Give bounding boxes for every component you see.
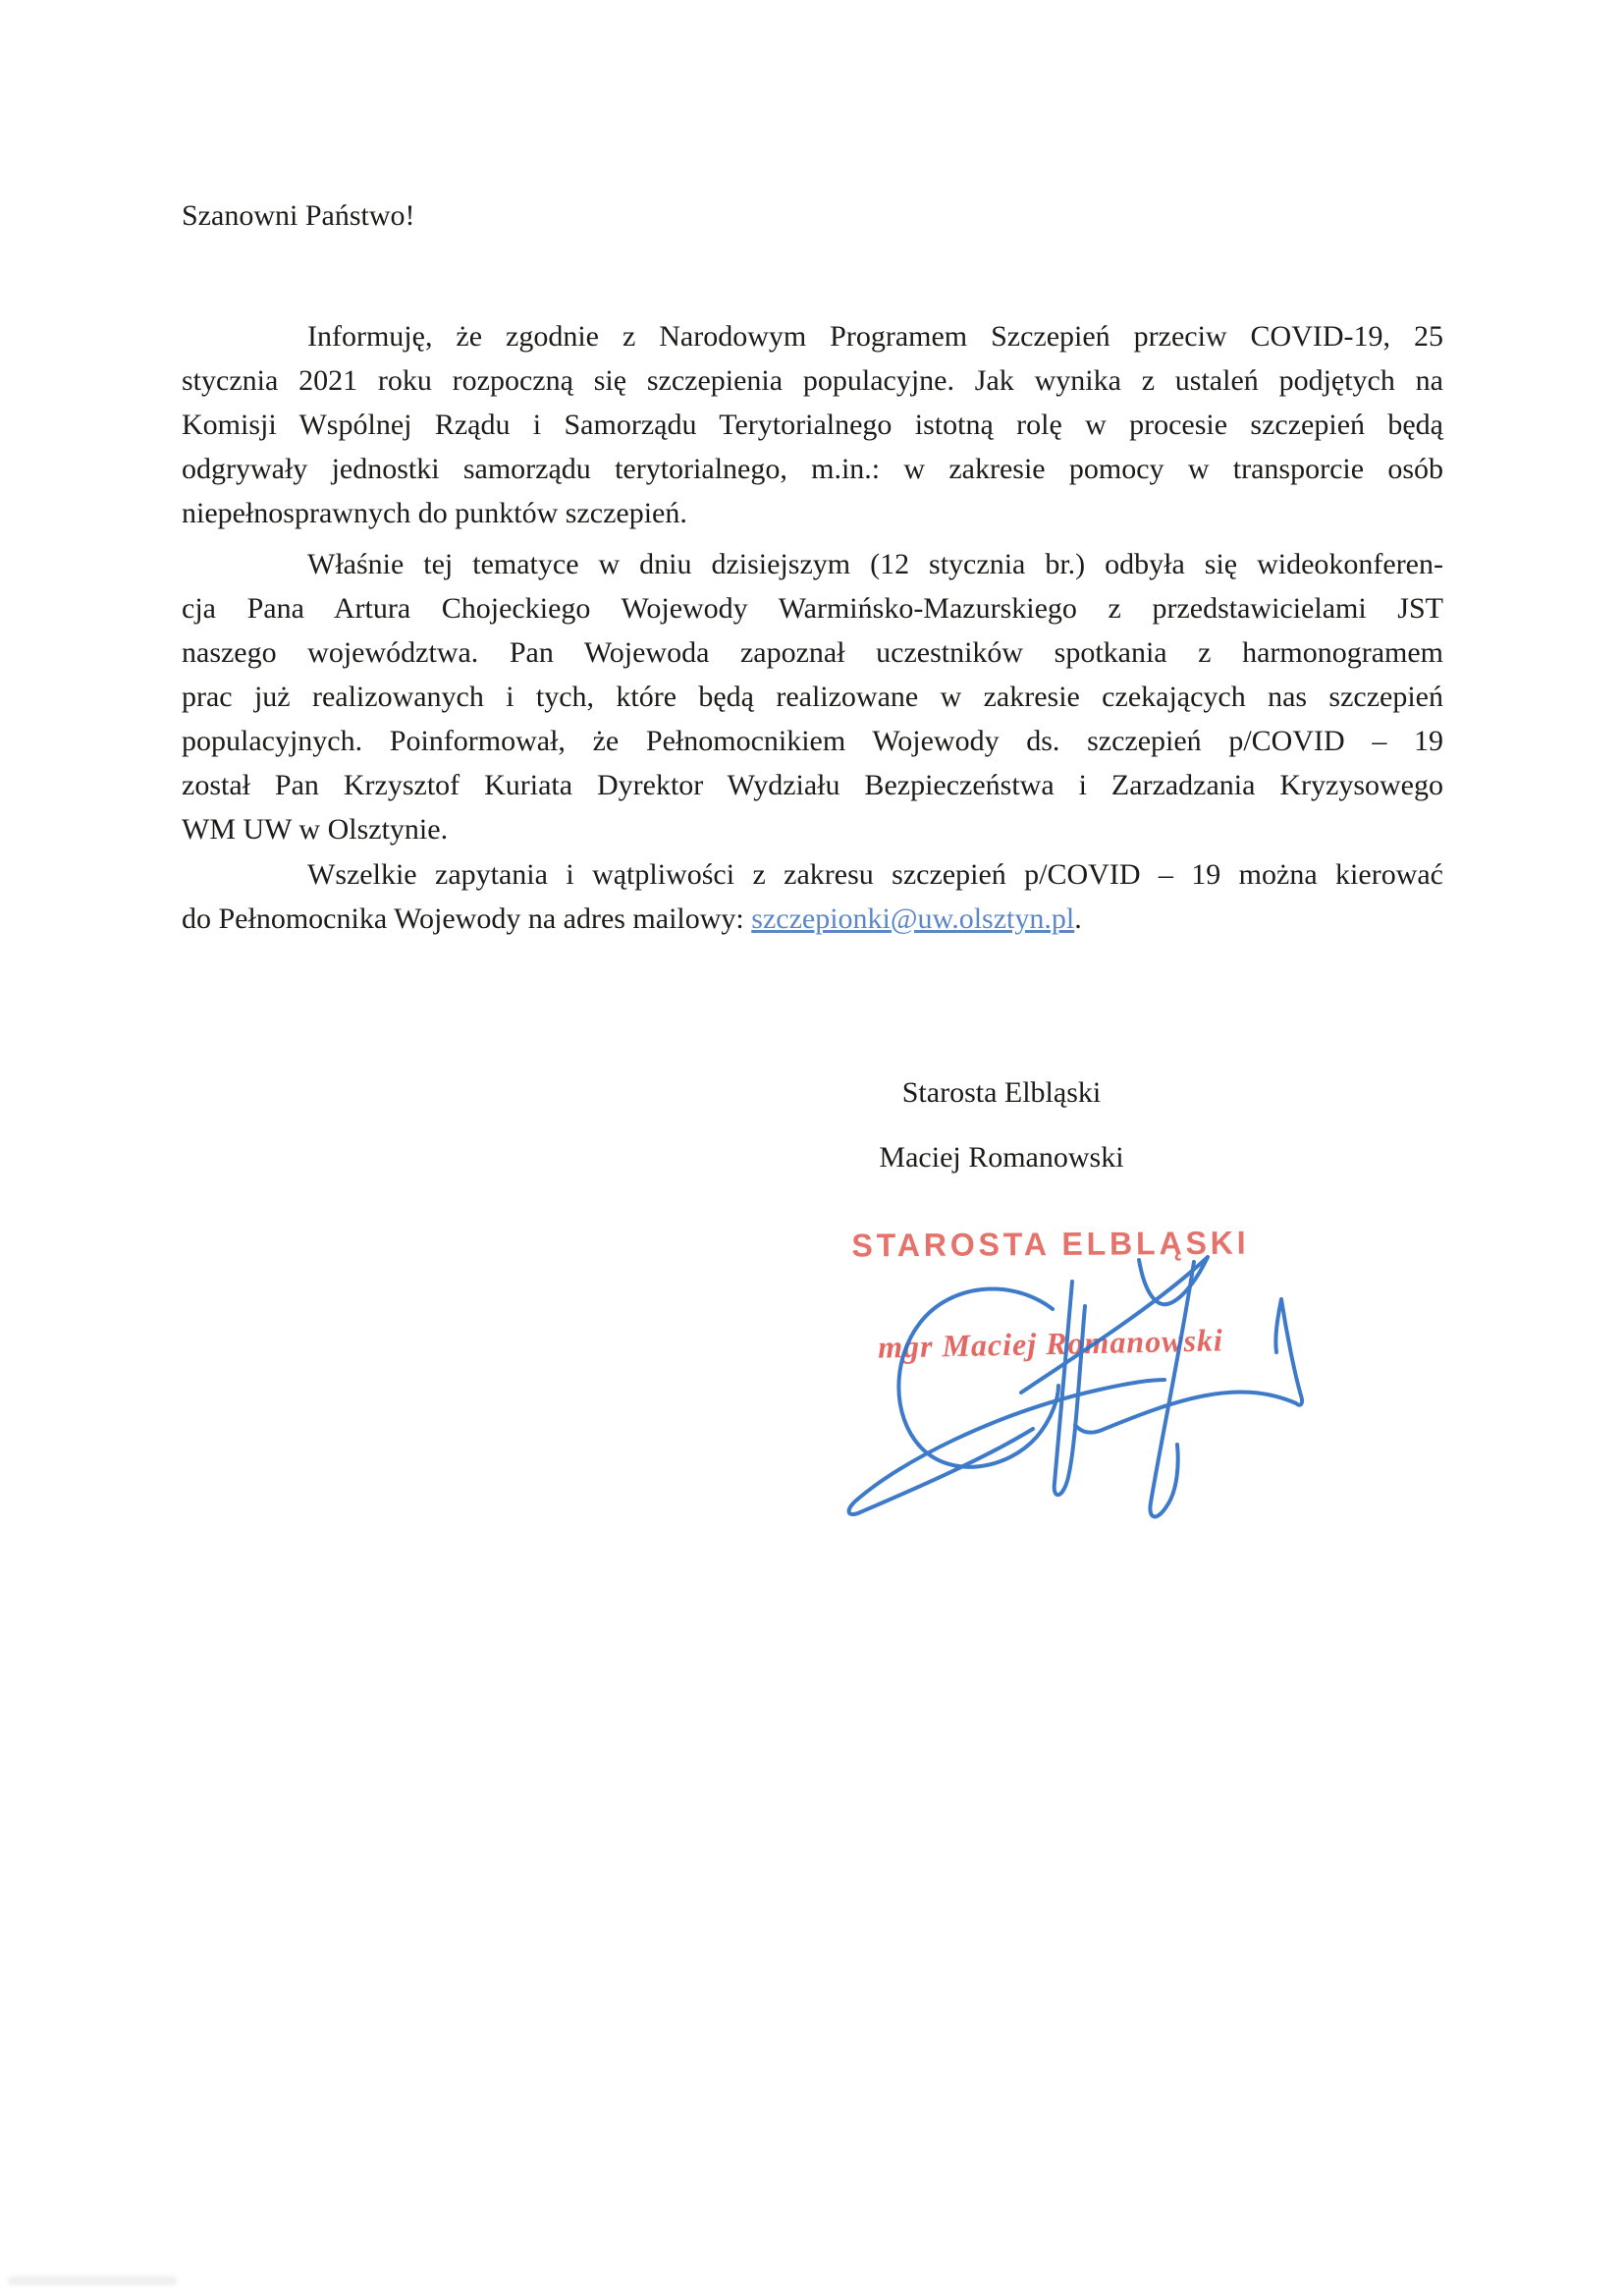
email-line-prefix: do Pełnomocnika Wojewody na adres mailowy:: [182, 902, 752, 935]
text-line: odgrywały jednostki samorządu terytorialnego, m.in.: w zakresie pomocy w transporcie osób: [182, 453, 1443, 485]
email-line-suffix: .: [1074, 902, 1082, 935]
text-line: naszego województwa. Pan Wojewoda zapoznał uczestników spotkania z harmonogramem: [182, 636, 1443, 669]
text-line: niepełnosprawnych do punktów szczepień.: [182, 497, 687, 529]
text-line: Komisji Wspólnej Rządu i Samorządu Terytorialnego istotną rolę w procesie szczepień będą: [182, 409, 1443, 441]
text-line: Wszelkie zapytania i wątpliwości z zakresu szczepień p/COVID – 19 można kierować: [307, 858, 1443, 891]
email-link[interactable]: szczepionki@uw.olsztyn.pl: [751, 902, 1075, 935]
signatory-name: Maciej Romanowski: [879, 1141, 1124, 1174]
text-line: Właśnie tej tematyce w dniu dzisiejszym (12 stycznia br.) odbyła się wideokonferen-: [307, 548, 1443, 580]
stamp-title-text: STAROSTA ELBLĄSKI: [851, 1224, 1250, 1264]
text-line: cja Pana Artura Chojeckiego Wojewody Warmińsko-Mazurskiego z przedstawicielami JST: [182, 592, 1443, 625]
text-line: [182, 897, 1443, 941]
text-line: Informuję, że zgodnie z Narodowym Programem Szczepień przeciw COVID-19, 25: [307, 320, 1443, 353]
signature-ucurve-stroke: [1021, 1257, 1208, 1393]
letter-greeting: Szanowni Państwo!: [182, 199, 415, 232]
stamp-name-text: mgr Maciej Romanowski: [877, 1322, 1224, 1365]
signatory-title: Starosta Elbląski: [901, 1076, 1102, 1109]
signature-oval-stroke: [898, 1288, 1058, 1466]
text-line: został Pan Krzysztof Kuriata Dyrektor Wydziału Bezpieczeństwa i Zarzadzania Kryzysowego: [182, 769, 1443, 801]
scan-artifact-smudge: [8, 2276, 177, 2285]
signature-checkmark-stroke: [1075, 1299, 1302, 1433]
paragraph-2: [182, 542, 1443, 851]
paragraph-1: [182, 314, 1443, 535]
handwritten-signature-ink: [805, 1203, 1365, 1542]
paragraph-3: [182, 852, 1443, 941]
text-line: prac już realizowanych i tych, które będą realizowane w zakresie czekających nas szczepień: [182, 681, 1443, 713]
text-line: WM UW w Olsztynie.: [182, 813, 449, 846]
signature-tail-stroke: [849, 1380, 1164, 1514]
text-line: stycznia 2021 roku rozpoczną się szczepienia populacyjne. Jak wynika z ustaleń podjętych na: [182, 364, 1443, 397]
text-line: populacyjnych. Poinformował, że Pełnomocnikiem Wojewody ds. szczepień p/COVID – 19: [182, 725, 1443, 757]
